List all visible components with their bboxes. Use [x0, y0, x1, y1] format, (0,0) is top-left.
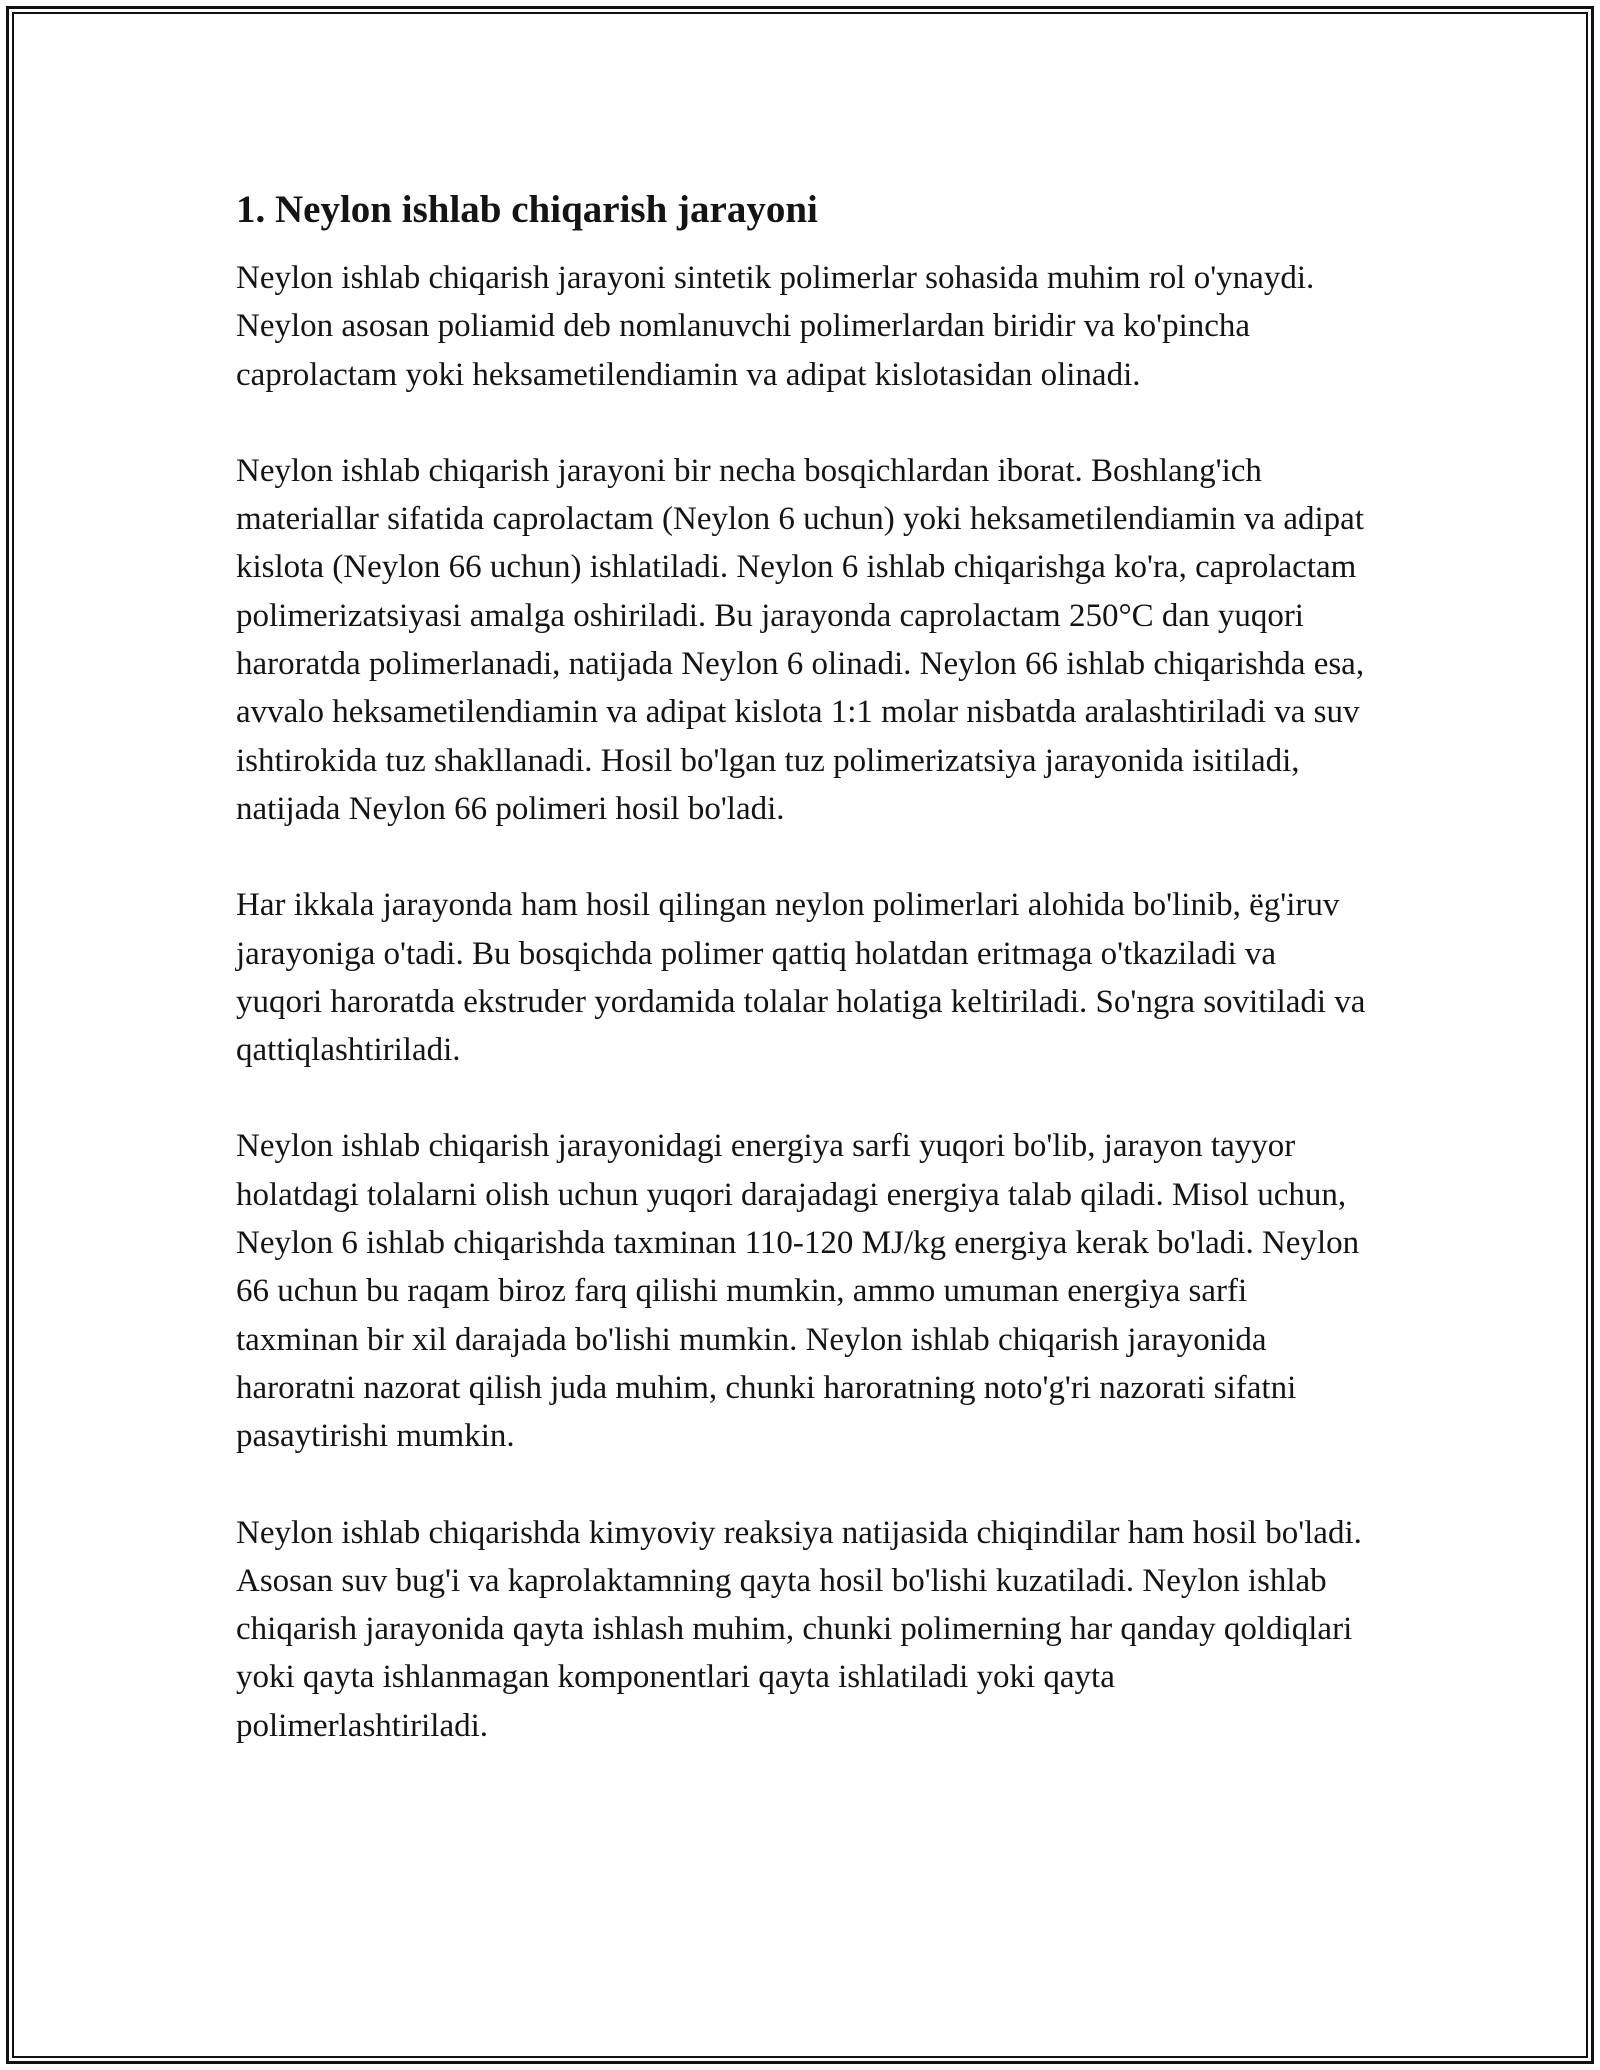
section-title: 1. Neylon ishlab chiqarish jarayoni: [236, 188, 818, 231]
paragraph-waste: Neylon ishlab chiqarishda kimyoviy reaksiya natijasida chiqindilar ham hosil bo'ladi. Asosan suv bug'i va kaprolaktamning qayta hosil bo'lishi kuzatiladi. Neylon ishlab chiqarish jarayonida qayta ishlash muhim, chunki polimerning har qanday qoldiqlari yoki qayta ishlanmagan komponentlari qayta ishlatiladi yoki qayta polimerlashtiriladi.: [236, 1514, 1362, 1744]
paragraph-spinning: Har ikkala jarayonda ham hosil qilingan neylon polimerlari alohida bo'linib, ëg'iruv jarayoniga o'tadi. Bu bosqichda polimer qattiq holatdan eritmaga o'tkaziladi va yuqori haroratda ekstruder yordamida tolalar holatiga keltiriladi. So'ngra sovitiladi va qattiqlashtiriladi.: [236, 887, 1366, 1069]
paragraph-intro: Neylon ishlab chiqarish jarayoni sintetik polimerlar sohasida muhim rol o'ynaydi. Neylon asosan poliamid deb nomlanuvchi polimerlardan biridir va ko'pincha caprolactam yoki heksametilendiamin va adipat kislotasidan olinadi.: [236, 260, 1315, 393]
paragraph-process-stages: Neylon ishlab chiqarish jarayoni bir necha bosqichlardan iborat. Boshlang'ich materiallar sifatida caprolactam (Neylon 6 uchun) yoki heksametilendiamin va adipat kislota (Neylon 66 uchun) ishlatiladi. Neylon 6 ishlab chiqarishga ko'ra, caprolactam polimerizatsiyasi amalga oshiriladi. Bu jarayonda caprolactam 250°C dan yuqori haroratda polimerlanadi, natijada Neylon 6 olinadi. Neylon 66 ishlab chiqarishda esa, avvalo heksametilendiamin va adipat kislota 1:1 molar nisbatda aralashtiriladi va suv ishtirokida tuz shakllanadi. Hosil bo'lgan tuz polimerizatsiya jarayonida isitiladi, natijada Neylon 66 polimeri hosil bo'ladi.: [236, 452, 1365, 827]
paragraph-energy: Neylon ishlab chiqarish jarayonidagi energiya sarfi yuqori bo'lib, jarayon tayyor holatdagi tolalarni olish uchun yuqori darajadagi energiya talab qiladi. Misol uchun, Neylon 6 ishlab chiqarishda taxminan 110-120 MJ/kg energiya kerak bo'ladi. Neylon 66 uchun bu raqam biroz farq qilishi mumkin, ammo umuman energiya sarfi taxminan bir xil darajada bo'lishi mumkin. Neylon ishlab chiqarish jarayonida haroratni nazorat qilish juda muhim, chunki haroratning noto'g'ri nazorati sifatni pasaytirishi mumkin.: [236, 1128, 1360, 1455]
document-body: [236, 186, 1366, 1798]
